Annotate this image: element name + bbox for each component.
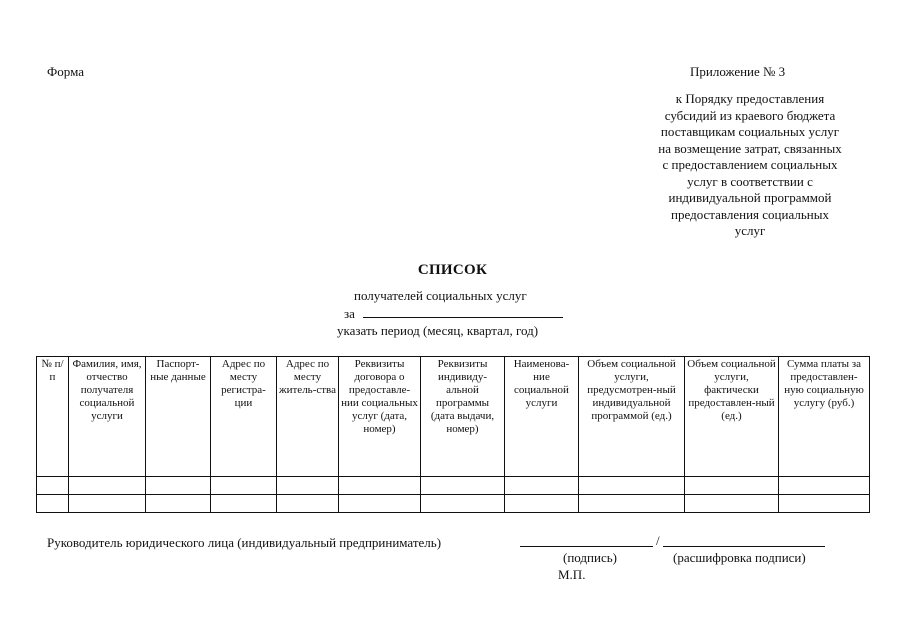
col-registration-address-header: Адрес по месту регистра-ции	[211, 357, 277, 477]
stamp-label: М.П.	[558, 567, 586, 582]
table-cell[interactable]	[685, 477, 779, 495]
table-cell[interactable]	[211, 477, 277, 495]
col-residence-address-header: Адрес по месту житель-ства	[277, 357, 339, 477]
col-individual-program-header: Реквизиты индивиду-альной программы (дата выдачи, номер)	[421, 357, 505, 477]
table-cell[interactable]	[779, 477, 870, 495]
table-cell[interactable]	[211, 495, 277, 513]
table-cell[interactable]	[421, 477, 505, 495]
col-service-name-header: Наименова-ние социальной услуги	[505, 357, 579, 477]
signature-caption: (подпись)	[563, 550, 617, 565]
appendix-text	[620, 91, 880, 240]
table-cell[interactable]	[505, 477, 579, 495]
appendix-line: на возмещение затрат, связанных	[658, 140, 842, 156]
appendix-line: услуг в соответствии с	[687, 173, 813, 189]
head-of-entity-label: Руководитель юридического лица (индивидуальный предприниматель)	[47, 535, 442, 550]
table-cell[interactable]	[779, 495, 870, 513]
period-blank	[363, 305, 563, 318]
table-header-row	[37, 357, 870, 477]
col-payment-header: Сумма платы за предоставлен-ную социальную услугу (руб.)	[779, 357, 870, 477]
appendix-line: с предоставлением социальных	[662, 157, 838, 172]
document-subtitle: получателей социальных услуг	[354, 288, 527, 303]
table-cell[interactable]	[69, 477, 146, 495]
appendix-line: поставщикам социальных услуг	[660, 124, 840, 139]
col-number-header: № п/п	[37, 357, 69, 477]
appendix-number: Приложение № 3	[690, 64, 786, 79]
col-fullname-header: Фамилия, имя, отчество получателя социальной услуги	[69, 357, 146, 477]
col-passport-header: Паспорт-ные данные	[146, 357, 211, 477]
table-cell[interactable]	[69, 495, 146, 513]
table-cell[interactable]	[277, 495, 339, 513]
form-label: Форма	[47, 64, 84, 79]
col-actual-volume-header: Объем социальной услуги, фактически предоставлен-ный (ед.)	[685, 357, 779, 477]
appendix-line: услуг	[734, 223, 766, 238]
appendix-line: субсидий из краевого бюджета	[664, 107, 836, 123]
table-cell[interactable]	[685, 495, 779, 513]
table-row	[37, 477, 870, 495]
appendix-line: индивидуальной программой	[668, 190, 832, 205]
appendix-line: предоставления социальных	[671, 206, 829, 222]
table-cell[interactable]	[421, 495, 505, 513]
signature-line[interactable]	[520, 546, 653, 547]
table-cell[interactable]	[146, 495, 211, 513]
col-contract-details-header: Реквизиты договора о предоставле-нии социальных услуг (дата, номер)	[339, 357, 421, 477]
document-title: СПИСОК	[417, 262, 488, 278]
table-cell[interactable]	[579, 477, 685, 495]
signature-decode-caption: (расшифровка подписи)	[673, 550, 806, 565]
table-cell[interactable]	[277, 477, 339, 495]
period-hint: указать период (месяц, квартал, год)	[337, 323, 539, 338]
col-planned-volume-header: Объем социальной услуги, предусмотрен-ный индивидуальной программой (ед.)	[579, 357, 685, 477]
table-cell[interactable]	[339, 477, 421, 495]
period-line	[344, 305, 563, 322]
period-prefix: за	[344, 306, 355, 321]
table-cell[interactable]	[579, 495, 685, 513]
signature-decode-line[interactable]	[663, 546, 825, 547]
table-cell[interactable]	[505, 495, 579, 513]
appendix-line: к Порядку предоставления	[675, 91, 825, 106]
table-row	[37, 495, 870, 513]
table-cell[interactable]	[37, 495, 69, 513]
table-cell[interactable]	[37, 477, 69, 495]
signature-separator: /	[656, 533, 660, 548]
table-cell[interactable]	[339, 495, 421, 513]
recipients-table	[36, 356, 870, 513]
table-cell[interactable]	[146, 477, 211, 495]
